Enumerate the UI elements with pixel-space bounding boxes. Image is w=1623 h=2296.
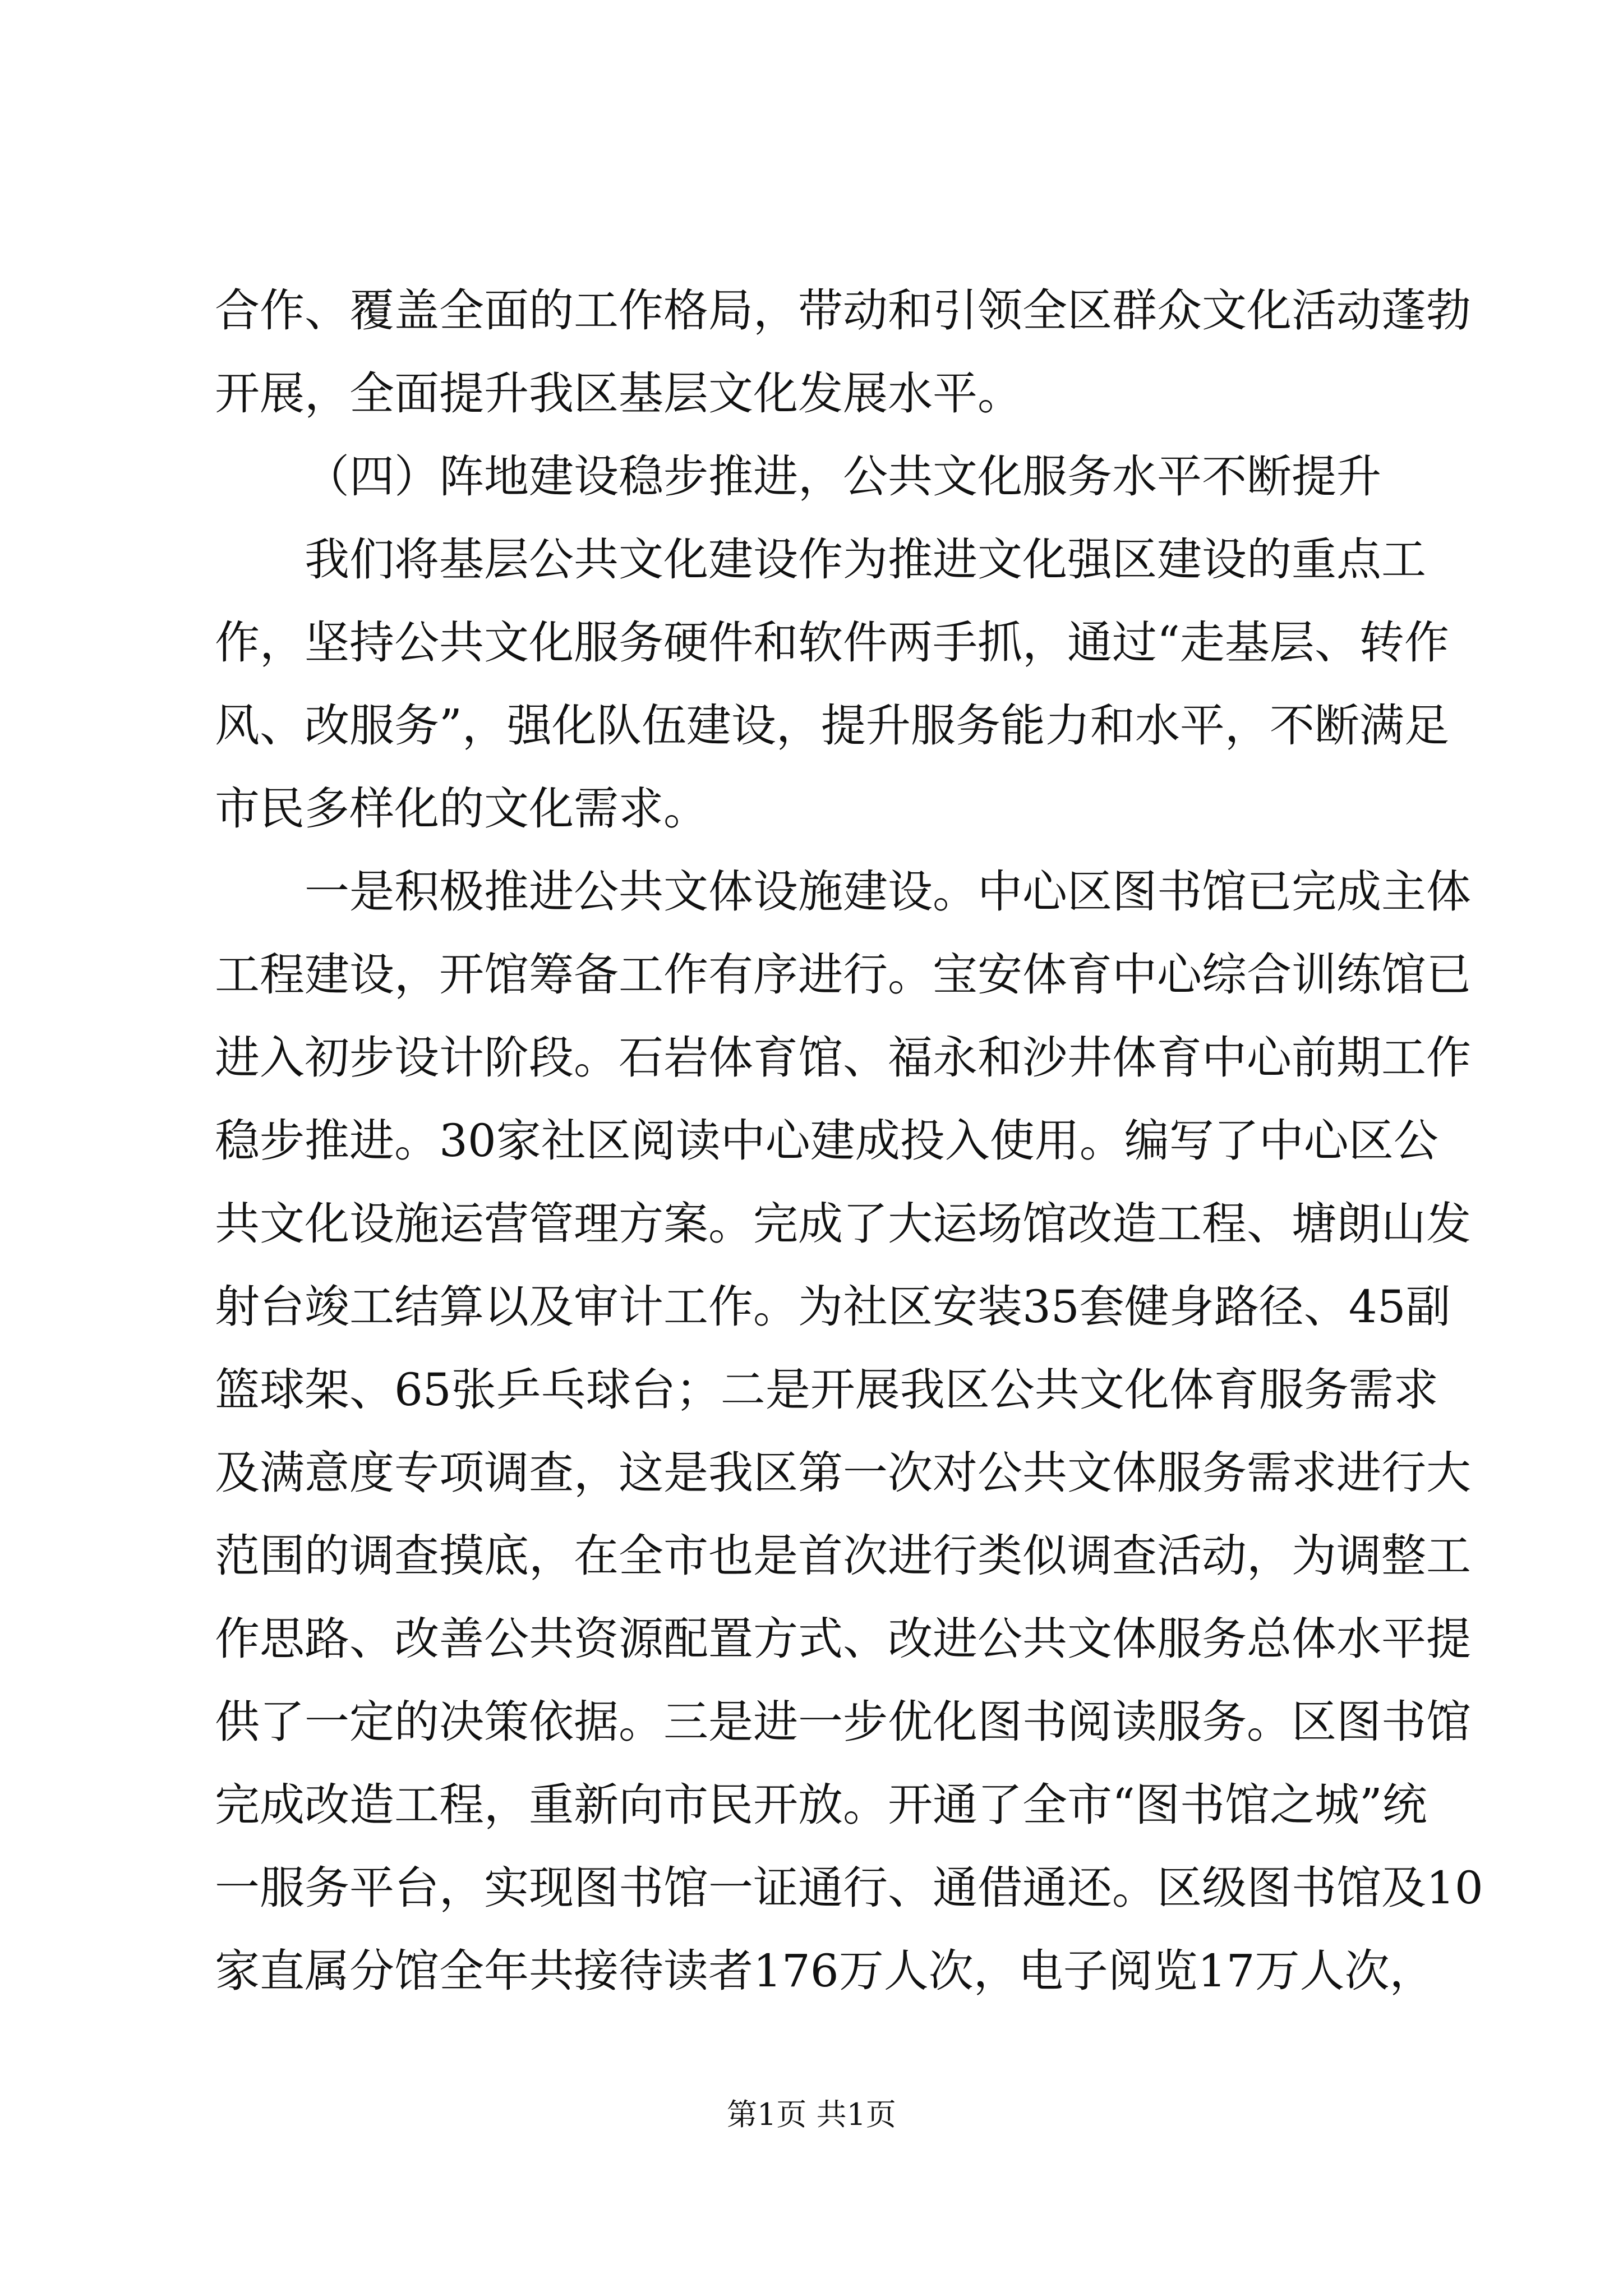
text-line: 进入初步设计阶段。石岩体育馆、福永和沙井体育中心前期工作 <box>215 1032 1471 1084</box>
text-line: 工程建设，开馆筹备工作有序进行。宝安体育中心综合训练馆已 <box>215 949 1471 1001</box>
text-line: 作，坚持公共文化服务硬件和软件两手抓，通过“走基层、转作 <box>215 616 1449 669</box>
text-line: 家直属分馆全年共接待读者176万人次，电子阅览17万人次， <box>215 1945 1435 1997</box>
text-line: 及满意度专项调查，这是我区第一次对公共文体服务需求进行大 <box>215 1447 1471 1499</box>
text-line: 开展，全面提升我区基层文化发展水平。 <box>215 367 1022 420</box>
page-number-label: 第1页 共1页 <box>727 2097 896 2132</box>
text-line: 完成改造工程，重新向市民开放。开通了全市“图书馆之城”统 <box>215 1779 1427 1831</box>
text-line: 射台竣工结算以及审计工作。为社区安装35套健身路径、45副 <box>215 1281 1451 1333</box>
page-footer <box>0 2095 1623 2134</box>
text-line: 作思路、改善公共资源配置方式、改进公共文体服务总体水平提 <box>215 1613 1471 1665</box>
document-body <box>215 269 1483 2013</box>
text-line: 一是积极推进公共文体设施建设。中心区图书馆已完成主体 <box>305 866 1471 918</box>
text-line: 篮球架、65张乒乓球台；二是开展我区公共文化体育服务需求 <box>215 1364 1438 1416</box>
text-line: 合作、覆盖全面的工作格局，带动和引领全区群众文化活动蓬勃 <box>215 284 1471 337</box>
section-heading: （四）阵地建设稳步推进，公共文化服务水平不断提升 <box>305 450 1381 503</box>
text-line: 市民多样化的文化需求。 <box>215 783 708 835</box>
text-line: 我们将基层公共文化建设作为推进文化强区建设的重点工 <box>305 533 1426 586</box>
text-line: 一服务平台，实现图书馆一证通行、通借通还。区级图书馆及10 <box>215 1862 1483 1914</box>
text-line: 共文化设施运营管理方案。完成了大运场馆改造工程、塘朗山发 <box>215 1198 1471 1250</box>
text-line: 风、改服务”，强化队伍建设，提升服务能力和水平，不断满足 <box>215 700 1449 752</box>
text-line: 范围的调查摸底，在全市也是首次进行类似调查活动，为调整工 <box>215 1530 1471 1582</box>
text-line: 稳步推进。30家社区阅读中心建成投入使用。编写了中心区公 <box>215 1115 1438 1167</box>
text-line: 供了一定的决策依据。三是进一步优化图书阅读服务。区图书馆 <box>215 1696 1471 1748</box>
